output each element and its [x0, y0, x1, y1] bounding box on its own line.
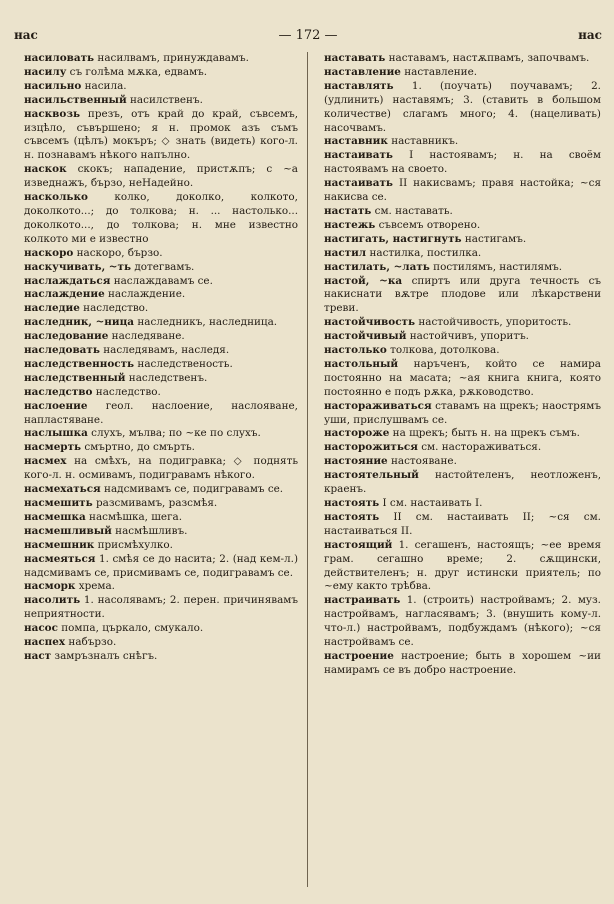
entry-definition: II см. настаивать II; ~ся см. настаиваться II. — [324, 510, 601, 537]
entry-definition: наставникъ. — [391, 135, 459, 148]
dictionary-entry — [316, 455, 601, 469]
entry-definition: наследявамъ, наследя. — [103, 344, 230, 357]
entry-headword: насмешник — [24, 538, 95, 551]
entry-definition: 1. насолявамъ; 2. перен. причинявамъ неприятности. — [24, 594, 298, 621]
dictionary-entry — [316, 316, 601, 330]
entry-headword: наставать — [324, 52, 386, 64]
dictionary-entry — [16, 344, 298, 358]
dictionary-entry — [16, 400, 298, 428]
entry-definition: помпа, църкало, смукало. — [61, 622, 204, 635]
dictionary-entry — [16, 163, 298, 191]
entry-headword: насквозь — [24, 107, 81, 120]
entry-definition: презъ, отъ край до край, съвсемъ, изцѣло, съвършено; я н. промок азъ съмъ съвсемъ (цѣлъ) мокъръ; ◇ знать (видеть) кого-л. н. познавамъ нѣкого напълно. — [24, 107, 298, 162]
dictionary-entry — [316, 52, 601, 66]
entry-headword: насмешливый — [24, 524, 112, 537]
entry-definition: насмѣшливъ. — [115, 524, 188, 537]
dictionary-entry — [316, 275, 601, 317]
entry-definition: колко, доколко, колкото, доколкото...; до толкова; н. ... настолько... доколкото..., до толкова; н. мне известно колкото ми е известно — [24, 191, 298, 245]
entry-definition: насилвамъ, принуждавамъ. — [97, 52, 249, 64]
dictionary-entry — [16, 247, 298, 261]
dictionary-entry — [16, 94, 298, 108]
dictionary-entry — [16, 316, 298, 330]
entry-headword: наслоение — [24, 399, 88, 412]
entry-definition: наставамъ, настѫпвамъ, започвамъ. — [388, 52, 590, 64]
entry-definition: 1. смѣя се до насита; 2. (над кем-л.) надсмивамъ се, присмивамъ се, подигравамъ се. — [24, 552, 298, 579]
entry-definition: настилка, постилка. — [369, 246, 482, 259]
entry-definition: замръзналъ снѣгъ. — [54, 649, 158, 662]
dictionary-entry — [16, 553, 298, 581]
columns — [16, 52, 604, 894]
left-column — [16, 52, 298, 664]
entry-headword: настаивать — [324, 177, 393, 190]
dictionary-entry — [316, 358, 601, 400]
entry-definition: настигамъ. — [464, 232, 527, 245]
entry-definition: наставление. — [404, 65, 478, 78]
entry-definition: 1. (поучать) поучавамъ; 2. (удлинить) наставямъ; 3. (ставить в большом количестве) слагамъ много; 4. (нацеливать) насочвамъ. — [324, 79, 601, 134]
entry-headword: насмерть — [24, 441, 82, 454]
dictionary-entry — [16, 108, 298, 164]
entry-headword: настороже — [324, 427, 390, 440]
entry-headword: наследование — [24, 330, 109, 343]
dictionary-entry — [316, 247, 601, 261]
entry-headword: насторожиться — [324, 441, 418, 454]
entry-headword: насмеяться — [24, 552, 96, 565]
entry-headword: настигать, настигнуть — [324, 232, 462, 245]
entry-definition: наследство. — [83, 302, 149, 315]
dictionary-entry — [16, 80, 298, 94]
dictionary-entry — [316, 80, 601, 136]
entry-headword: насилу — [24, 65, 67, 78]
entry-headword: насмехаться — [24, 483, 101, 496]
dictionary-entry — [16, 261, 298, 275]
entry-headword: наследовать — [24, 344, 100, 357]
entry-headword: наст — [24, 649, 52, 662]
dictionary-entry — [316, 135, 601, 149]
dictionary-entry — [16, 191, 298, 247]
entry-headword: настояние — [324, 455, 388, 468]
entry-headword: наскок — [24, 163, 67, 176]
entry-definition: см. наставать. — [374, 204, 453, 217]
page-header — [14, 28, 602, 46]
entry-headword: наскучивать, ~ть — [24, 260, 132, 273]
entry-headword: наслаждение — [24, 288, 105, 301]
entry-definition: настойчивость, упоритость. — [418, 316, 572, 329]
dictionary-entry — [16, 52, 298, 66]
entry-definition: наслаждение. — [108, 288, 186, 301]
entry-definition: насмѣшка, шега. — [89, 510, 183, 523]
entry-definition: настойчивъ, упоритъ. — [409, 330, 529, 343]
entry-definition: разсмивамъ, разсмѣя. — [95, 497, 218, 509]
entry-headword: насколько — [24, 191, 88, 204]
dictionary-entry — [316, 511, 601, 539]
dictionary-entry — [16, 539, 298, 553]
entry-definition: набързо. — [68, 636, 117, 649]
dictionary-entry — [16, 441, 298, 455]
entry-definition: см. настораживаться. — [421, 441, 542, 454]
entry-definition: ставамъ на щрекъ; наострямъ уши, прислушвамъ се. — [324, 399, 601, 426]
entry-headword: настойчивость — [324, 316, 416, 329]
entry-headword: настоятельный — [324, 469, 419, 482]
dictionary-entry — [16, 330, 298, 344]
entry-headword: настоять — [324, 497, 380, 509]
entry-definition: постилямъ, настилямъ. — [433, 260, 563, 273]
dictionary-entry — [316, 400, 601, 428]
dictionary-entry — [316, 219, 601, 233]
entry-definition: настояване. — [390, 455, 457, 468]
entry-definition: 1. (строить) настройвамъ; 2. муз. настройвамъ, нагласявамъ; 3. (внушить кому-л. что-л.) настройвамъ, подбуждамъ (нѣкого); ~ся настройвамъ се. — [324, 594, 601, 649]
entry-headword: насильно — [24, 79, 82, 92]
page-number: — 172 — — [278, 28, 338, 43]
dictionary-entry — [16, 525, 298, 539]
dictionary-entry — [316, 594, 601, 650]
dictionary-entry — [16, 622, 298, 636]
right-column — [316, 52, 601, 678]
entry-definition: наследяване. — [111, 330, 185, 343]
entry-headword: настил — [324, 246, 367, 259]
entry-definition: дотегвамъ. — [134, 260, 195, 273]
dictionary-entry — [16, 594, 298, 622]
entry-headword: наставление — [324, 65, 401, 78]
dictionary-entry — [316, 177, 601, 205]
entry-headword: насиловать — [24, 52, 95, 64]
entry-headword: настойчивый — [324, 330, 407, 343]
entry-headword: настилать, ~лать — [324, 260, 430, 273]
entry-definition: смъртно, до смърть. — [84, 441, 195, 454]
entry-headword: наставник — [324, 135, 388, 148]
dictionary-entry — [316, 344, 601, 358]
entry-headword: настаивать — [324, 149, 393, 162]
entry-definition: насилственъ. — [130, 93, 203, 106]
entry-definition: наследникъ, наследница. — [137, 316, 278, 329]
entry-definition: 1. сегашенъ, настоящъ; ~ее время грам. сегашно време; 2. сѫщински, действителенъ; н. друг истински приятель; по ~ему както трѣбва. — [324, 538, 601, 593]
entry-headword: настолько — [324, 344, 387, 357]
entry-headword: наслышка — [24, 427, 88, 440]
entry-headword: наследство — [24, 385, 93, 398]
entry-headword: настоять — [324, 510, 380, 523]
dictionary-entry — [316, 205, 601, 219]
dictionary-entry — [16, 483, 298, 497]
entry-headword: настежь — [324, 218, 376, 231]
entry-definition: съ голѣма мѫка, едвамъ. — [69, 65, 208, 78]
entry-headword: настраивать — [324, 594, 401, 607]
dictionary-entry — [316, 233, 601, 247]
entry-headword: насильственный — [24, 93, 127, 106]
entry-definition: насила. — [84, 79, 127, 92]
entry-headword: наслаждаться — [24, 274, 111, 287]
dictionary-entry — [16, 66, 298, 80]
dictionary-entry — [316, 441, 601, 455]
entry-definition: наследство. — [95, 385, 161, 398]
entry-definition: наследственъ. — [128, 371, 208, 384]
dictionary-entry — [16, 580, 298, 594]
entry-headword: наставлять — [324, 79, 394, 92]
entry-definition: I см. настаивать I. — [382, 497, 483, 509]
entry-definition: толкова, дотолкова. — [390, 344, 500, 357]
entry-definition: скокъ; нападение, пристѫпъ; с ~а изведнажъ, бързо, неНадейно. — [24, 163, 298, 190]
entry-headword: наследие — [24, 302, 80, 315]
entry-definition: съвсемъ отворено. — [378, 218, 481, 231]
dictionary-entry — [316, 261, 601, 275]
dictionary-entry — [316, 149, 601, 177]
dictionary-entry — [16, 275, 298, 289]
column-divider — [307, 52, 308, 887]
dictionary-entry — [316, 66, 601, 80]
entry-headword: наследственность — [24, 357, 135, 370]
dictionary-entry — [316, 330, 601, 344]
entry-headword: настроение — [324, 649, 394, 662]
entry-headword: наскоро — [24, 246, 74, 259]
entry-headword: настольный — [324, 357, 399, 370]
entry-headword: насмешить — [24, 497, 93, 509]
dictionary-entry — [16, 455, 298, 483]
dictionary-entry — [316, 427, 601, 441]
dictionary-entry — [16, 302, 298, 316]
dictionary-entry — [16, 650, 298, 664]
entry-definition: на смѣхъ, на подигравка; ◇ поднять кого-л. н. осмивамъ, подигравамъ нѣкого. — [24, 455, 298, 482]
entry-headword: наспех — [24, 636, 66, 649]
dictionary-entry — [16, 372, 298, 386]
entry-definition: на щрекъ; быть н. на щрекъ съмъ. — [392, 427, 580, 440]
header-right-guideword: нас — [578, 28, 602, 42]
dictionary-entry — [316, 539, 601, 595]
dictionary-entry — [16, 358, 298, 372]
entry-headword: насморк — [24, 580, 76, 593]
entry-headword: насмех — [24, 455, 67, 468]
entry-definition: присмѣхулко. — [97, 538, 173, 551]
entry-definition: наскоро, бързо. — [76, 246, 163, 259]
entry-definition: геол. наслоение, наслояване, напластяване. — [24, 399, 298, 426]
entry-headword: настой, ~ка — [324, 274, 403, 287]
entry-definition: спиртъ или друга течность съ накиснати вѫтре плодове или лѣкарствени треви. — [324, 274, 602, 315]
entry-headword: насос — [24, 622, 58, 635]
entry-headword: наследник, ~ница — [24, 316, 135, 329]
entry-headword: настораживаться — [324, 399, 432, 412]
entry-definition: слухъ, мълва; по ~ке по слухъ. — [91, 427, 261, 440]
entry-definition: настойтеленъ, неотложенъ, краенъ. — [324, 469, 601, 496]
entry-definition: хрема. — [78, 580, 115, 593]
entry-headword: настать — [324, 204, 372, 217]
dictionary-entry — [16, 427, 298, 441]
entry-headword: насмешка — [24, 510, 86, 523]
entry-definition: II накисвамъ; правя настойка; ~ся накисва се. — [324, 177, 601, 204]
dictionary-entry — [16, 288, 298, 302]
dictionary-entry — [316, 469, 601, 497]
entry-definition: надсмивамъ се, подигравамъ се. — [104, 483, 284, 496]
dictionary-entry — [16, 636, 298, 650]
entry-definition: наръченъ, който се намира постоянно на масата; ~ая книга книга, която постоянно е подъ рѫка, рѫководство. — [324, 357, 601, 398]
entry-definition: наслаждавамъ се. — [113, 274, 213, 287]
dictionary-entry — [316, 497, 601, 511]
dictionary-entry — [316, 650, 601, 678]
header-left-guideword: нас — [14, 28, 38, 42]
dictionary-entry — [16, 511, 298, 525]
dictionary-entry — [16, 386, 298, 400]
dictionary-entry — [16, 497, 298, 511]
entry-definition: I настоявамъ; н. на своём настоявамъ на своето. — [324, 149, 601, 176]
entry-headword: настоящий — [324, 538, 393, 551]
entry-headword: наследственный — [24, 371, 126, 384]
entry-definition: настроение; быть в хорошем ~ии намирамъ се въ добро настроение. — [324, 649, 601, 676]
entry-headword: насолить — [24, 594, 81, 607]
entry-definition: наследственость. — [137, 357, 233, 370]
